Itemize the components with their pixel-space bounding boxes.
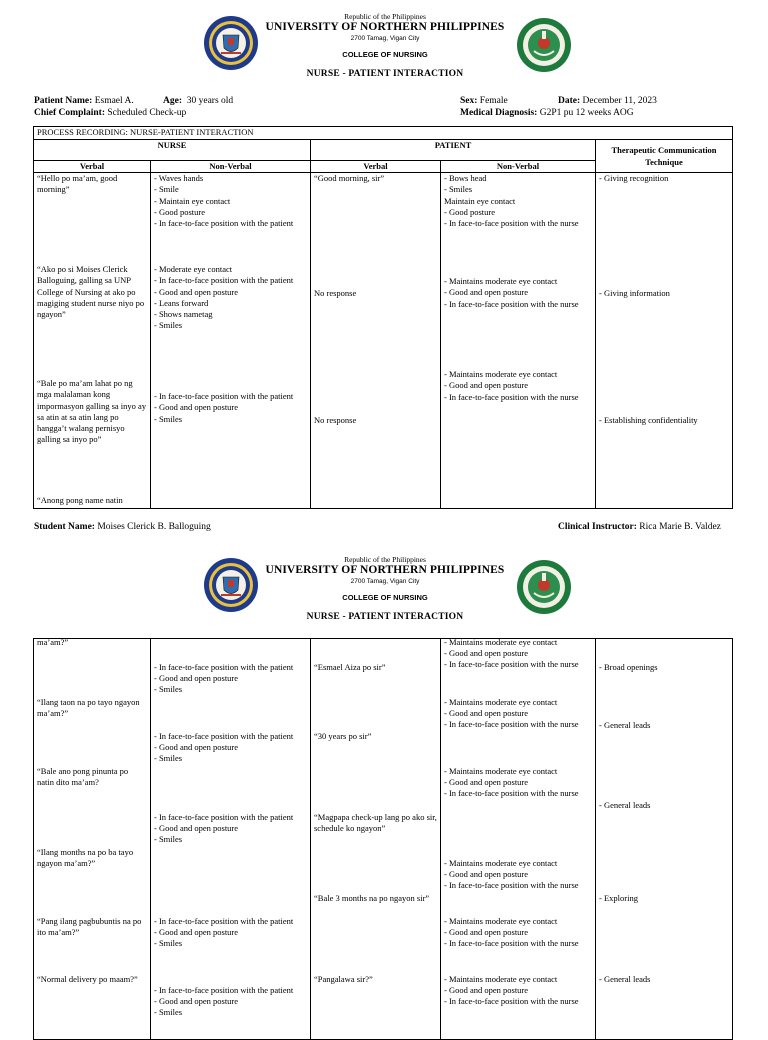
nurse-nonverbal-entry: - In face-to-face position with the patient - Good and open posture - Smiles xyxy=(154,916,294,949)
process-recording-table-continued xyxy=(33,638,733,1040)
page-2 xyxy=(0,540,768,1024)
nurse-verbal-entry: “Ilang months na po ba tayo ngayon ma’am?” xyxy=(37,847,134,869)
patient-nonverbal-header: Non-Verbal xyxy=(441,161,596,173)
nurse-verbal-entry: “Normal delivery po maam?” xyxy=(37,974,138,984)
patient-nonverbal-entry: - Maintains moderate eye contact - Good and open posture - In face-to-face position with the nurse xyxy=(444,697,579,730)
patient-nonverbal-entry: - Maintains moderate eye contact - Good and open posture - In face-to-face position with the nurse xyxy=(444,369,579,402)
patient-verbal-entry: No response xyxy=(314,415,357,426)
patient-name: Patient Name: Esmael A. xyxy=(34,96,134,106)
nurse-verbal-entry: “Anong pong name natin xyxy=(37,495,123,506)
patient-verbal-column xyxy=(311,173,441,509)
interaction-date: Date: December 11, 2023 xyxy=(558,96,657,106)
patient-nonverbal-entry: - Maintains moderate eye contact - Good and open posture - In face-to-face position with the nurse xyxy=(444,638,579,670)
technique-entry: - Broad openings xyxy=(599,662,658,672)
technique-entry: - General leads xyxy=(599,974,651,984)
nurse-nonverbal-entry: - In face-to-face position with the patient - Good and open posture - Smiles xyxy=(154,812,294,845)
patient-verbal-entry: “30 years po sir” xyxy=(314,731,372,741)
nurse-nonverbal-column xyxy=(151,173,311,509)
patient-verbal-column xyxy=(311,639,441,1040)
nurse-verbal-column xyxy=(34,639,151,1040)
nurse-nonverbal-entry: - In face-to-face position with the patient - Good and open posture - Smiles xyxy=(154,731,294,764)
republic-label: Republic of the Philippines xyxy=(344,555,426,564)
university-address: 2700 Tamag, Vigan City xyxy=(350,35,420,42)
clinical-instructor: Clinical Instructor: Rica Marie B. Valdez xyxy=(558,522,721,532)
university-name: UNIVERSITY OF NORTHERN PHILIPPINES xyxy=(265,564,505,576)
patient-verbal-entry: No response xyxy=(314,288,357,299)
republic-label: Republic of the Philippines xyxy=(344,12,426,21)
nurse-header: NURSE xyxy=(34,140,311,161)
technique-entry: - Giving information xyxy=(599,288,670,299)
patient-verbal-entry: “Magpapa check-up lang po ako sir, schedule ko ngayon” xyxy=(314,812,437,834)
nurse-nonverbal-entry: - Waves hands - Smile - Maintain eye contact - Good posture - In face-to-face position with the patient xyxy=(154,173,294,229)
patient-header: PATIENT xyxy=(311,140,596,161)
university-name: UNIVERSITY OF NORTHERN PHILIPPINES xyxy=(265,21,505,33)
nurse-verbal-entry: “Ilang taon na po tayo ngayon ma’am?” xyxy=(37,697,140,719)
nurse-nonverbal-entry: - In face-to-face position with the patient - Good and open posture - Smiles xyxy=(154,391,294,424)
patient-age: Age: 30 years old xyxy=(163,96,234,106)
nurse-verbal-entry: “Bale po ma’am lahat po ng mga malalaman kong impormasyon galling sa inyo ay sa atin at sa atin lang po hangga’t walang pernisyo galling sa inyo po” xyxy=(37,378,147,445)
student-name: Student Name: Moises Clerick B. Balloguing xyxy=(34,522,211,532)
technique-entry: - General leads xyxy=(599,800,651,810)
nurse-verbal-entry: ma’am?” xyxy=(37,638,69,647)
patient-nonverbal-entry: - Maintains moderate eye contact - Good and open posture - In face-to-face position with the nurse xyxy=(444,858,579,891)
nurse-verbal-header: Verbal xyxy=(34,161,151,173)
chief-complaint: Chief Complaint: Scheduled Check-up xyxy=(34,108,187,118)
patient-sex: Sex: Female xyxy=(460,96,508,106)
document-title: NURSE - PATIENT INTERACTION xyxy=(306,612,464,622)
nurse-verbal-entry: “Pang ilang pagbubuntis na po ito ma’am?” xyxy=(37,916,142,938)
patient-nonverbal-column xyxy=(441,173,596,509)
document-title: NURSE - PATIENT INTERACTION xyxy=(306,69,464,79)
technique-entry: - Giving recognition xyxy=(599,173,669,184)
patient-verbal-entry: “Pangalawa sir?” xyxy=(314,974,373,984)
nurse-verbal-entry: “Hello po ma’am, good morning” xyxy=(37,173,118,195)
nurse-verbal-entry: “Ako po si Moises Clerick Balloguing, galling sa UNP College of Nursing at ako po magiging student nurse niyo po ngayon” xyxy=(37,264,145,320)
technique-entry: - Establishing confidentiality xyxy=(599,415,698,426)
patient-nonverbal-entry: - Maintains moderate eye contact - Good and open posture - In face-to-face position with the nurse xyxy=(444,276,579,309)
nurse-nonverbal-entry: - Moderate eye contact - In face-to-face position with the patient - Good and open posture - Leans forward - Shows nametag - Smiles xyxy=(154,264,294,331)
university-address: 2700 Tamag, Vigan City xyxy=(350,578,420,585)
nurse-verbal-column xyxy=(34,173,151,509)
technique-entry: - General leads xyxy=(599,720,651,730)
technique-column xyxy=(596,173,733,509)
table-caption: PROCESS RECORDING: NURSE-PATIENT INTERACTION xyxy=(34,127,733,140)
patient-nonverbal-column xyxy=(441,639,596,1040)
patient-nonverbal-entry: - Maintains moderate eye contact - Good and open posture - In face-to-face position with the nurse xyxy=(444,766,579,799)
nurse-nonverbal-entry: - In face-to-face position with the patient - Good and open posture - Smiles xyxy=(154,662,294,695)
technique-column xyxy=(596,639,733,1040)
nurse-nonverbal-column xyxy=(151,639,311,1040)
patient-verbal-entry: “Bale 3 months na po ngayon sir” xyxy=(314,893,430,903)
patient-verbal-header: Verbal xyxy=(311,161,441,173)
patient-nonverbal-entry: - Maintains moderate eye contact - Good and open posture - In face-to-face position with the nurse xyxy=(444,916,579,949)
patient-verbal-entry: “Esmael Aiza po sir” xyxy=(314,662,386,672)
nurse-verbal-entry: “Bale ano pong pinunta po natin dito ma’am? xyxy=(37,766,129,788)
college-name: COLLEGE OF NURSING xyxy=(342,50,428,59)
nurse-nonverbal-entry: - In face-to-face position with the patient - Good and open posture - Smiles xyxy=(154,985,294,1018)
process-recording-table xyxy=(33,126,733,509)
patient-verbal-entry: “Good morning, sir” xyxy=(314,173,385,184)
technique-entry: - Exploring xyxy=(599,893,638,903)
patient-nonverbal-entry: - Bows head - Smiles Maintain eye contact - Good posture - In face-to-face position with the nurse xyxy=(444,173,579,229)
patient-nonverbal-entry: - Maintains moderate eye contact - Good and open posture - In face-to-face position with the nurse xyxy=(444,974,579,1007)
nurse-nonverbal-header: Non-Verbal xyxy=(151,161,311,173)
college-name: COLLEGE OF NURSING xyxy=(342,593,428,602)
medical-diagnosis: Medical Diagnosis: G2P1 pu 12 weeks AOG xyxy=(460,108,634,118)
technique-header: Therapeutic Communication Technique xyxy=(596,140,733,173)
